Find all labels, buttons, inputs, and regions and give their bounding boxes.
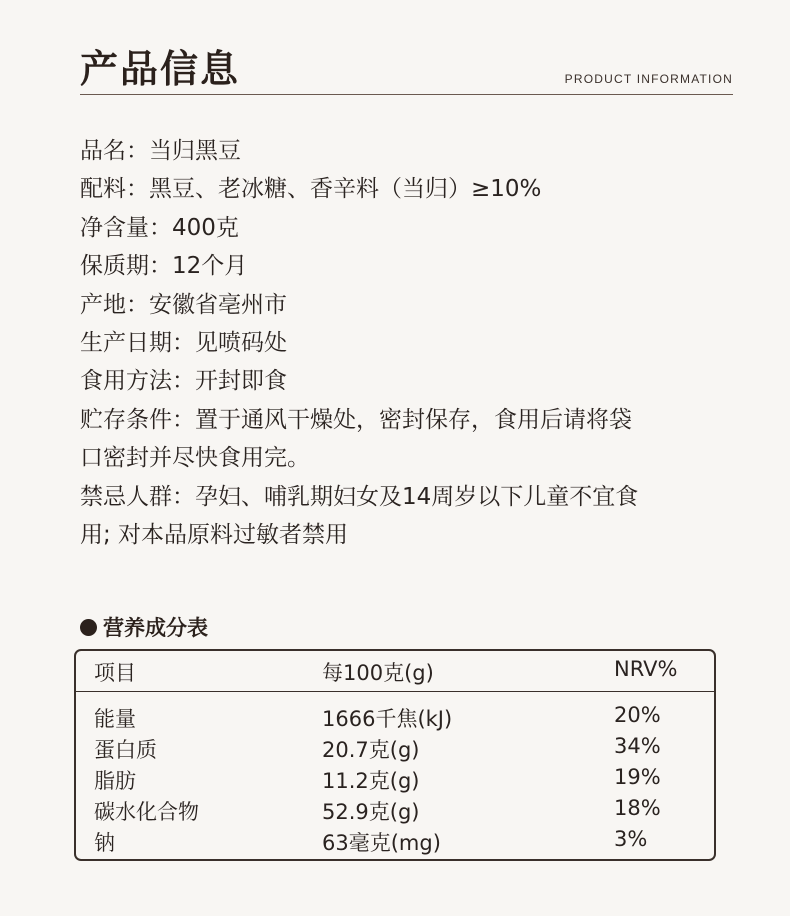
title-divider (80, 94, 733, 95)
page-title: 产品信息 (80, 47, 241, 91)
row-nrv: 20% (614, 703, 661, 727)
row-item: 蛋白质 (94, 738, 157, 762)
nutrition-section-title (80, 612, 208, 642)
header (80, 38, 733, 110)
bullet-dot-icon (80, 619, 97, 636)
table-row (76, 703, 714, 733)
row-item: 能量 (94, 707, 136, 731)
row-value: 63毫克(mg) (322, 831, 441, 855)
nutrition-table (74, 649, 716, 861)
row-nrv: 19% (614, 765, 661, 789)
table-row (76, 827, 714, 857)
table-divider (76, 691, 714, 692)
row-value: 11.2克(g) (322, 769, 420, 793)
row-nrv: 3% (614, 827, 648, 851)
info-line: 配料：黑豆、老冰糖、香辛料（当归）≥10% (80, 176, 542, 203)
info-line: 禁忌人群：孕妇、哺乳期妇女及14周岁以下儿童不宜食 (80, 483, 639, 510)
product-info (80, 132, 720, 554)
row-value: 52.9克(g) (322, 800, 420, 824)
table-header (76, 651, 714, 691)
table-row (76, 796, 714, 826)
table-row (76, 765, 714, 795)
nutrition-title-text: 营养成分表 (103, 616, 208, 640)
info-line: 食用方法：开封即食 (80, 368, 287, 395)
row-item: 脂肪 (94, 769, 136, 793)
header-per100g: 每100克(g) (322, 661, 434, 685)
row-item: 钠 (94, 831, 115, 855)
header-nrv: NRV% (614, 657, 678, 681)
row-nrv: 34% (614, 734, 661, 758)
info-line: 产地：安徽省亳州市 (80, 291, 287, 318)
header-item: 项目 (94, 661, 136, 685)
row-value: 1666千焦(kJ) (322, 707, 453, 731)
info-line: 生产日期：见喷码处 (80, 330, 287, 357)
info-line: 贮存条件：置于通风干燥处，密封保存，食用后请将袋 (80, 406, 632, 433)
table-row (76, 734, 714, 764)
info-line: 口密封并尽快食用完。 (80, 445, 310, 472)
info-line: 用; 对本品原料过敏者禁用 (80, 522, 349, 549)
row-item: 碳水化合物 (94, 800, 199, 824)
row-value: 20.7克(g) (322, 738, 420, 762)
info-line: 净含量：400克 (80, 214, 239, 241)
info-line: 保质期：12个月 (80, 253, 248, 280)
row-nrv: 18% (614, 796, 661, 820)
page-subtitle: PRODUCT INFORMATION (564, 72, 733, 86)
info-line: 品名：当归黑豆 (80, 138, 241, 164)
